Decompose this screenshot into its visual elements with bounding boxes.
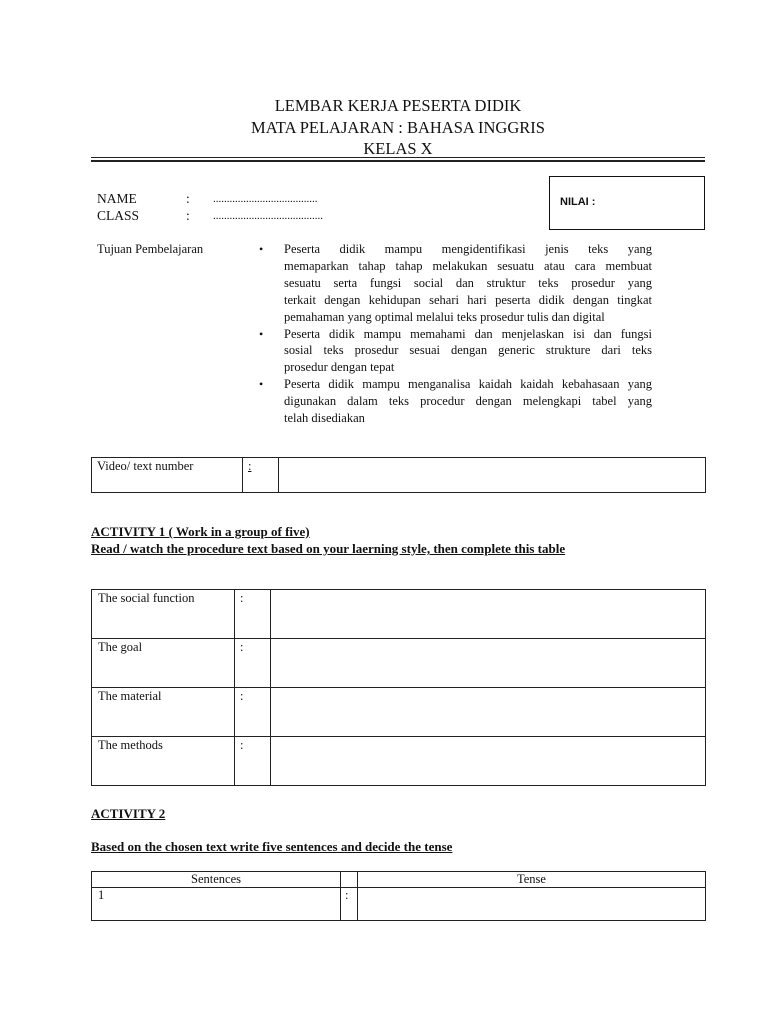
table-row: [92, 590, 706, 639]
class-colon: :: [186, 208, 190, 223]
name-field[interactable]: ......................................: [213, 193, 318, 205]
class-field[interactable]: ........................................: [213, 210, 323, 222]
header-spacer: [341, 872, 358, 888]
activity2-title: ACTIVITY 2: [91, 806, 166, 821]
name-colon: :: [186, 191, 190, 206]
objectives-list: [259, 241, 652, 427]
table-row: [92, 737, 706, 786]
video-input[interactable]: [279, 458, 706, 493]
row-colon: :: [341, 888, 358, 921]
objective-line: telah disediakan: [284, 411, 365, 426]
methods-label: The methods: [92, 737, 235, 786]
material-label: The material: [92, 688, 235, 737]
objective-item-2: [259, 326, 652, 377]
table-row: [92, 888, 706, 921]
sentence-1-input[interactable]: 1: [92, 888, 341, 921]
activity1-table: [91, 589, 706, 786]
objective-line: Peserta didik mampu menganalisa kaidah kaidah kebahasaan yang: [284, 377, 652, 392]
score-label: NILAI :: [560, 196, 596, 208]
video-colon: :: [243, 458, 279, 493]
sentences-header: Sentences: [92, 872, 341, 888]
table-header-row: [92, 872, 706, 888]
activity1-instruction: Read / watch the procedure text based on your laerning style, then complete this table: [91, 541, 566, 556]
row-colon: :: [235, 737, 271, 786]
table-row: [92, 688, 706, 737]
tense-1-input[interactable]: [358, 888, 706, 921]
objective-line: pemahaman yang optimal melalui teks prosedur tulis dan digital: [284, 309, 605, 324]
header-line-1: LEMBAR KERJA PESERTA DIDIK: [274, 96, 522, 115]
class-label: CLASS: [97, 208, 140, 223]
objective-line: Peserta didik mampu mengidentifikasi jenis teks yang: [284, 242, 652, 256]
objective-line: prosedur dengan tepat: [284, 360, 395, 375]
tense-header: Tense: [358, 872, 706, 888]
objective-line: memaparkan tahap tahap melakukan sesuatu atau cara membuat: [284, 258, 652, 273]
goal-input[interactable]: [271, 639, 706, 688]
objective-line: terkait dengan kehidupan sehari hari peserta didik dengan tingkat: [284, 292, 652, 307]
objective-item-3: [259, 376, 652, 427]
bullet-icon: •: [259, 242, 264, 256]
material-input[interactable]: [271, 688, 706, 737]
name-label: NAME: [97, 191, 137, 206]
objectives-label: Tujuan Pembelajaran: [97, 242, 204, 256]
activity2-table: [91, 871, 706, 921]
row-colon: :: [235, 688, 271, 737]
objective-item-1: [259, 241, 652, 326]
bullet-icon: •: [259, 326, 264, 341]
header-line-3: KELAS X: [363, 139, 433, 158]
header-divider-bottom: [91, 160, 705, 162]
objective-line: Peserta didik mampu memahami dan menjelaskan isi dan fungsi: [284, 326, 652, 341]
activity1-title: ACTIVITY 1 ( Work in a group of five): [91, 524, 310, 539]
video-label: Video/ text number: [92, 458, 243, 493]
header-divider-top: [91, 157, 705, 158]
social-function-label: The social function: [92, 590, 235, 639]
score-box[interactable]: [549, 176, 705, 230]
row-colon: :: [235, 590, 271, 639]
goal-label: The goal: [92, 639, 235, 688]
objective-line: digunakan dalam teks procedur dengan melengkapi tabel yang: [284, 394, 652, 409]
bullet-icon: •: [259, 377, 264, 392]
objective-line: sosial teks prosedur sesuai dengan generic strukture dari teks: [284, 343, 652, 358]
table-row: [92, 639, 706, 688]
objective-line: sesuatu serta fungsi social dan struktur teks prosedur yang: [284, 275, 652, 290]
social-function-input[interactable]: [271, 590, 706, 639]
activity2-instruction: Based on the chosen text write five sentences and decide the tense: [91, 839, 453, 854]
methods-input[interactable]: [271, 737, 706, 786]
header-line-2: MATA PELAJARAN : BAHASA INGGRIS: [251, 118, 545, 137]
row-colon: :: [235, 639, 271, 688]
video-table: [91, 457, 706, 493]
